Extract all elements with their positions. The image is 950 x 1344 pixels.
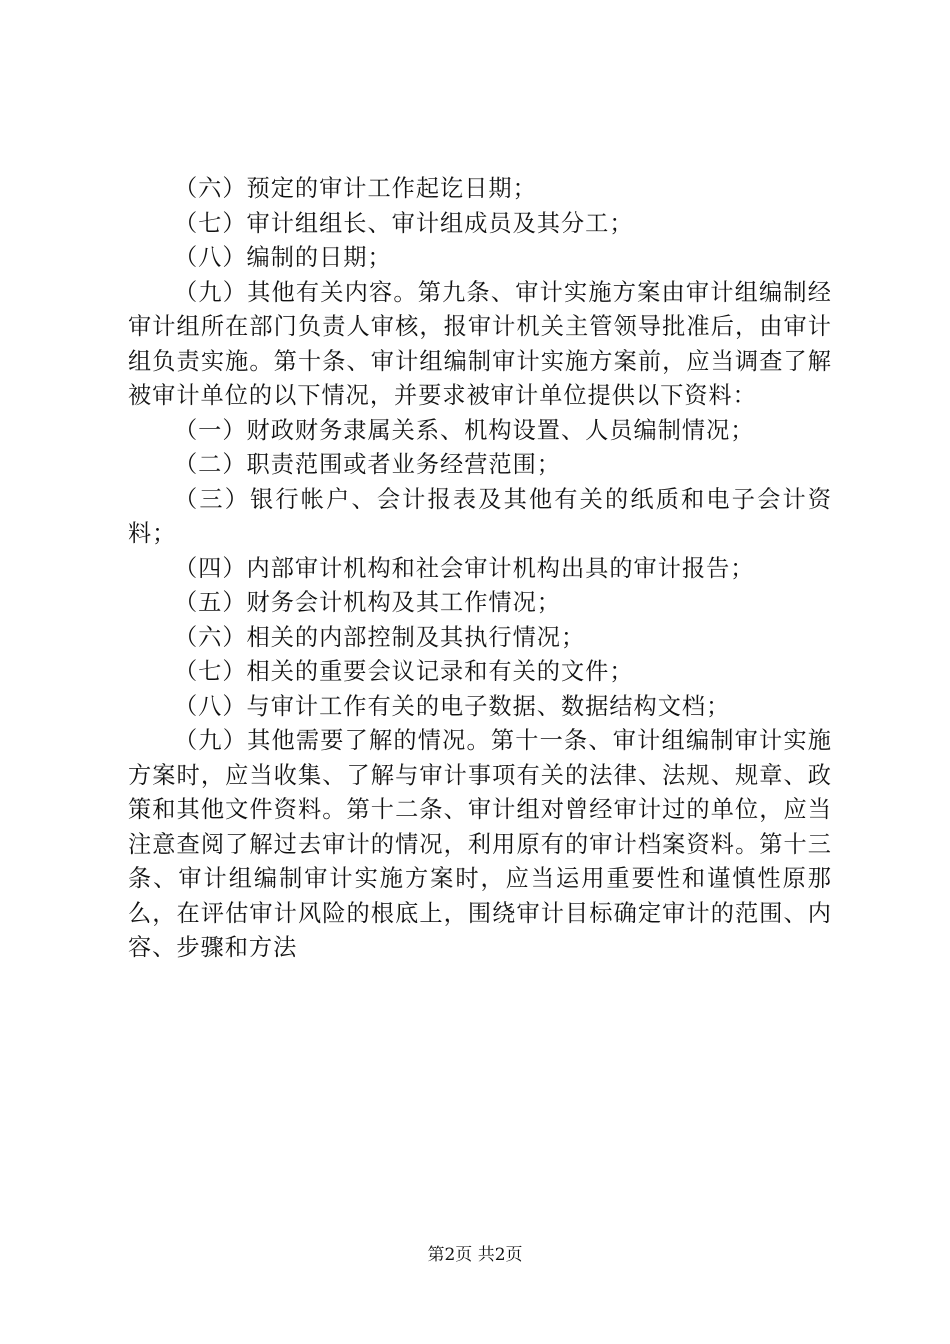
paragraph: （一）财政财务隶属关系、机构设置、人员编制情况； xyxy=(174,416,755,444)
paragraph: （七）审计组组长、审计组成员及其分工； xyxy=(174,209,634,237)
paragraph: （三）银行帐户、会计报表及其他有关的纸质和电子会计资料； xyxy=(128,485,832,547)
paragraph: （九）其他需要了解的情况。第十一条、审计组编制审计实施方案时，应当收集、了解与审计事项有关的法律、法规、规章、政策和其他文件资料。第十二条、审计组对曾经审计过的单位，应当注意查阅了解过去审计的情况，利用原有的审计档案资料。第十三条、审计组编制审计实施方案时，应当运用重要性和谨慎性原那么，在评估审计风险的根底上，围绕审计目标确定审计的范围、内容、步骤和方法 xyxy=(128,727,832,961)
paragraph: （八）与审计工作有关的电子数据、数据结构文档； xyxy=(174,692,731,720)
paragraph: （六）相关的内部控制及其执行情况； xyxy=(174,623,586,651)
paragraph: （八）编制的日期； xyxy=(174,244,392,271)
paragraph: （四）内部审计机构和社会审计机构出具的审计报告； xyxy=(174,554,755,582)
paragraph: （六）预定的审计工作起讫日期； xyxy=(174,175,537,202)
paragraph: （二）职责范围或者业务经营范围； xyxy=(174,451,561,478)
document-body xyxy=(128,172,832,966)
paragraph: （九）其他有关内容。第九条、审计实施方案由审计组编制经审计组所在部门负责人审核，报审计机关主管领导批准后，由审计组负责实施。第十条、审计组编制审计实施方案前，应当调查了解被审计单位的以下情况，并要求被审计单位提供以下资料： xyxy=(128,278,832,409)
page-number-footer: 第2页 共2页 xyxy=(427,1245,523,1265)
paragraph: （五）财务会计机构及其工作情况； xyxy=(174,589,561,616)
paragraph: （七）相关的重要会议记录和有关的文件； xyxy=(174,658,634,685)
